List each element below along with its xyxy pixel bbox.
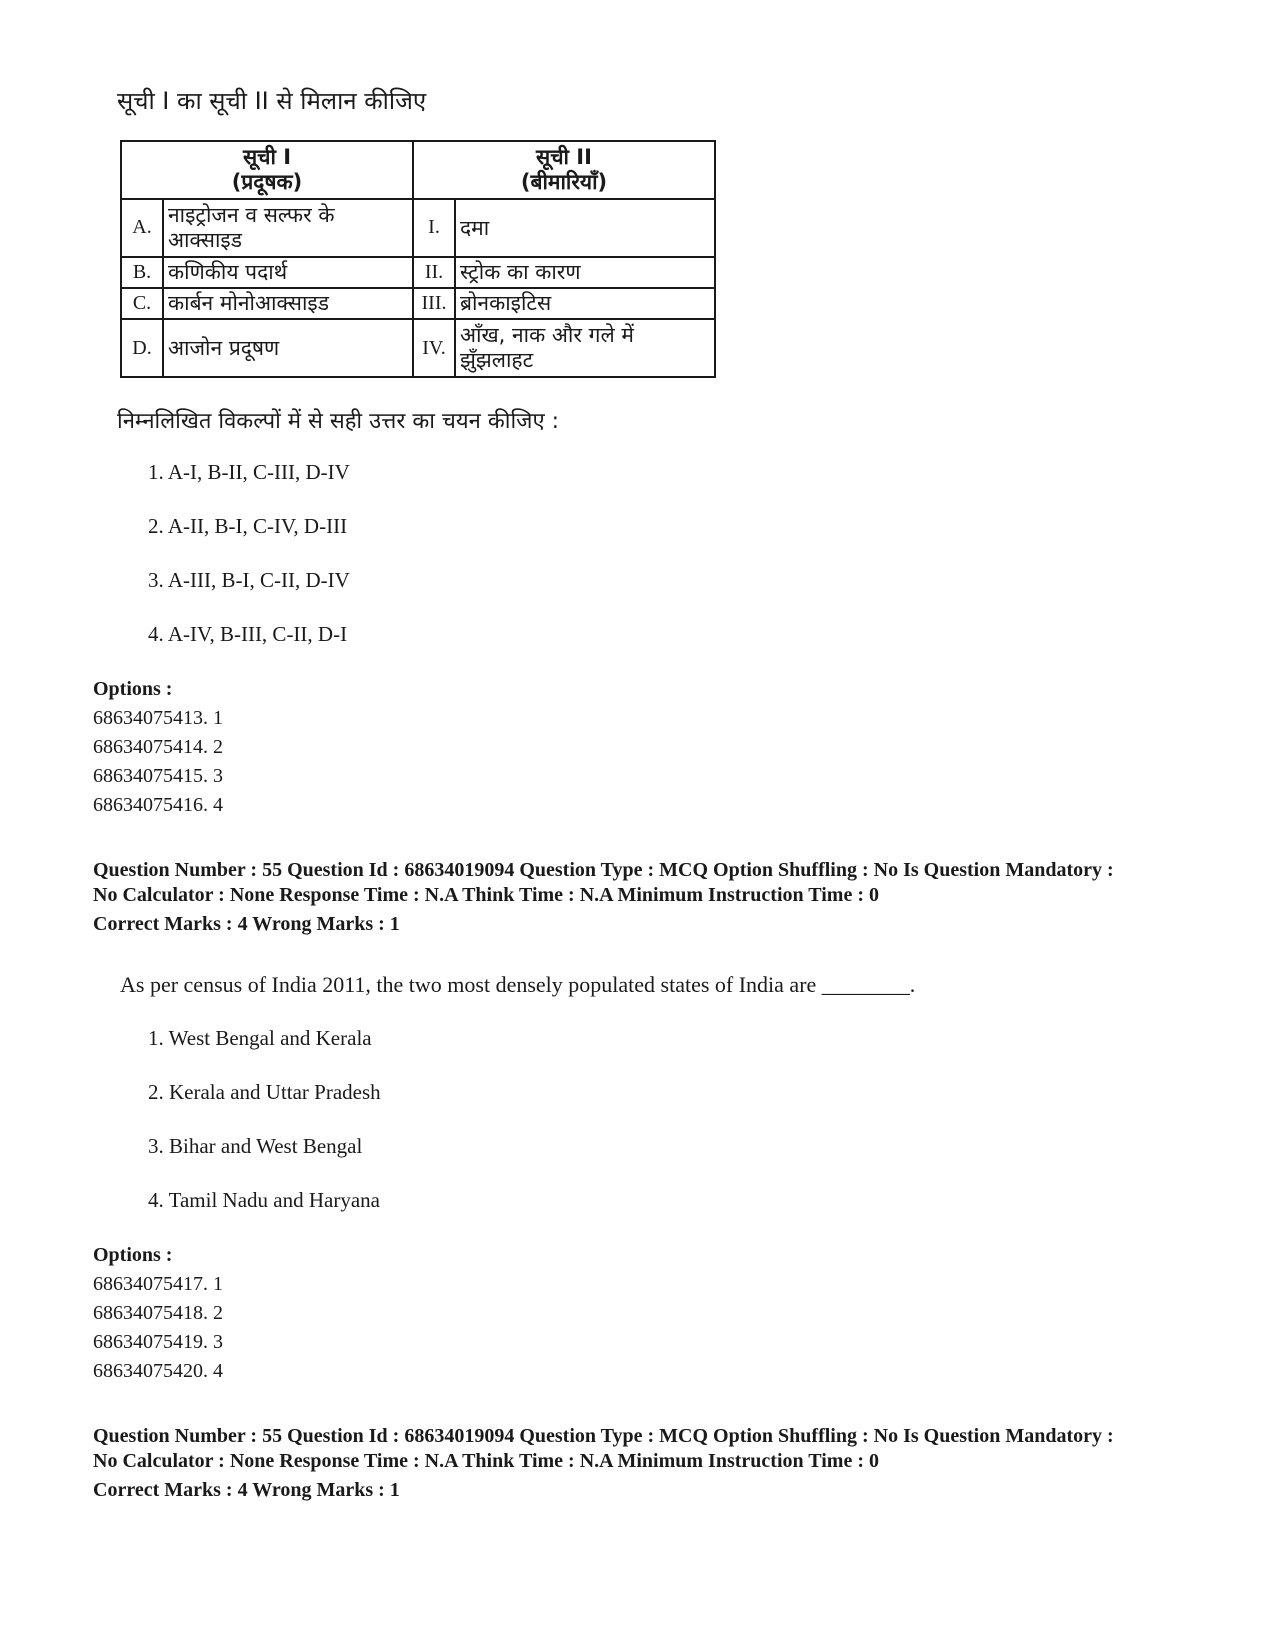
option-id: 68634075420. 4 xyxy=(93,1360,223,1382)
options-label: Options : xyxy=(93,1244,173,1266)
row-label: I. xyxy=(413,199,455,257)
question-meta-line: Question Number : 55 Question Id : 68634019094 Question Type : MCQ Option Shuffling : No Is Question Mandatory : xyxy=(93,1425,1114,1447)
row-label: III. xyxy=(413,288,455,319)
pollutant-cell: आजोन प्रदूषण xyxy=(163,319,413,377)
disease-cell: स्ट्रोक का कारण xyxy=(455,257,715,288)
question-marks: Correct Marks : 4 Wrong Marks : 1 xyxy=(93,1479,400,1501)
answer-choice: 4. Tamil Nadu and Haryana xyxy=(148,1188,380,1212)
answer-choice: 4. A-IV, B-III, C-II, D-I xyxy=(148,622,348,646)
option-id: 68634075417. 1 xyxy=(93,1273,223,1295)
list-1-subtitle: (प्रदूषक) xyxy=(231,169,303,194)
table-row xyxy=(121,288,715,319)
option-id: 68634075414. 2 xyxy=(93,736,223,758)
list-1-title: सूची I xyxy=(242,144,292,169)
row-label: II. xyxy=(413,257,455,288)
list-1-header xyxy=(121,141,413,199)
row-label: D. xyxy=(121,319,163,377)
row-label: IV. xyxy=(413,319,455,377)
table-row xyxy=(121,319,715,377)
question-prompt: सूची I का सूची II से मिलान कीजिए xyxy=(117,87,427,115)
list-2-subtitle: (बीमारियाँ) xyxy=(520,169,608,194)
option-id: 68634075415. 3 xyxy=(93,765,223,787)
option-id: 68634075416. 4 xyxy=(93,794,223,816)
table-row xyxy=(121,257,715,288)
option-id: 68634075419. 3 xyxy=(93,1331,223,1353)
option-id: 68634075418. 2 xyxy=(93,1302,223,1324)
list-2-header xyxy=(413,141,715,199)
answer-choice: 2. Kerala and Uttar Pradesh xyxy=(148,1080,381,1104)
pollutant-cell: कणिकीय पदार्थ xyxy=(163,257,413,288)
row-label: A. xyxy=(121,199,163,257)
matching-table xyxy=(120,140,716,378)
question-meta-line: No Calculator : None Response Time : N.A Think Time : N.A Minimum Instruction Time : 0 xyxy=(93,884,879,906)
instruction-text: निम्नलिखित विकल्पों में से सही उत्तर का चयन कीजिए : xyxy=(117,409,560,434)
question-meta xyxy=(93,1424,1223,1474)
row-label: B. xyxy=(121,257,163,288)
pollutant-cell: नाइट्रोजन व सल्फर के आक्साइड xyxy=(163,199,413,257)
question-meta-line: Question Number : 55 Question Id : 68634019094 Question Type : MCQ Option Shuffling : No Is Question Mandatory : xyxy=(93,859,1114,881)
disease-cell: आँख, नाक और गले में झुँझलाहट xyxy=(455,319,715,377)
question-text: As per census of India 2011, the two most densely populated states of India are ________. xyxy=(120,972,916,997)
disease-cell: दमा xyxy=(455,199,715,257)
question-meta-line: No Calculator : None Response Time : N.A Think Time : N.A Minimum Instruction Time : 0 xyxy=(93,1450,879,1472)
options-label: Options : xyxy=(93,678,173,700)
option-id: 68634075413. 1 xyxy=(93,707,223,729)
question-meta xyxy=(93,858,1223,908)
answer-choice: 1. A-I, B-II, C-III, D-IV xyxy=(148,460,350,484)
answer-choice: 3. A-III, B-I, C-II, D-IV xyxy=(148,568,350,592)
row-label: C. xyxy=(121,288,163,319)
table-row xyxy=(121,199,715,257)
pollutant-cell: कार्बन मोनोआक्साइड xyxy=(163,288,413,319)
disease-cell: ब्रोनकाइटिस xyxy=(455,288,715,319)
answer-choice: 1. West Bengal and Kerala xyxy=(148,1026,372,1050)
answer-choice: 3. Bihar and West Bengal xyxy=(148,1134,363,1158)
answer-choice: 2. A-II, B-I, C-IV, D-III xyxy=(148,514,348,538)
question-marks: Correct Marks : 4 Wrong Marks : 1 xyxy=(93,913,400,935)
list-2-title: सूची II xyxy=(536,144,592,169)
